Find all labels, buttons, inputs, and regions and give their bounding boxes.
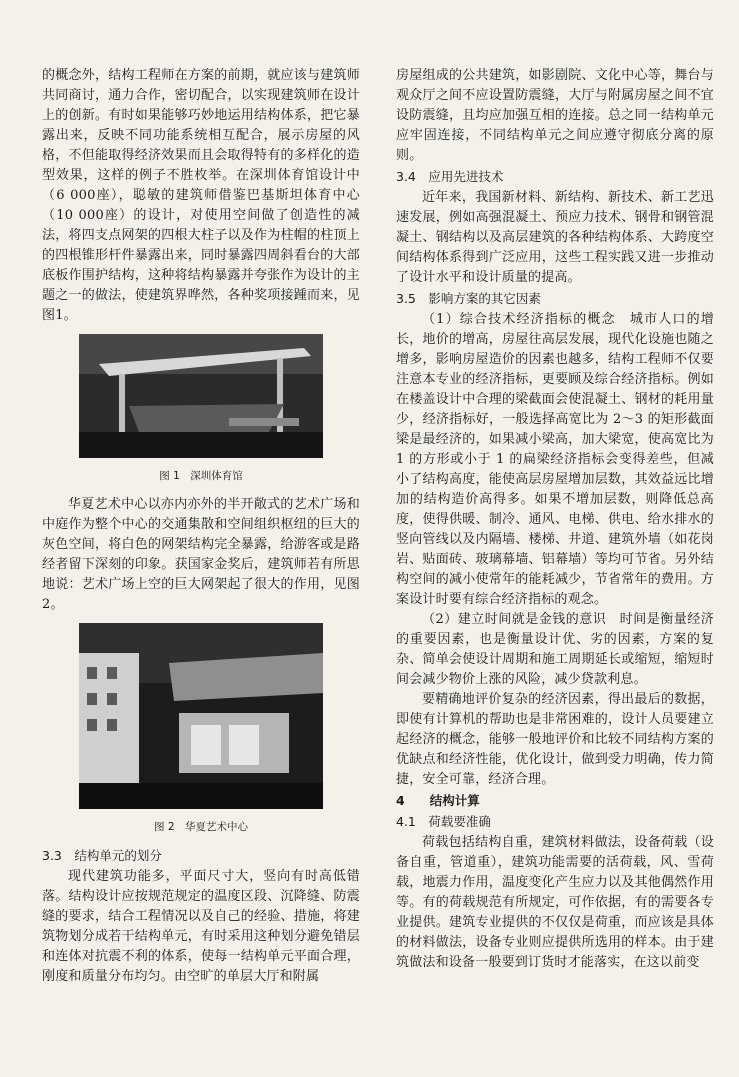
- figure-1: [42, 334, 360, 483]
- art-center-photo-image: [79, 623, 323, 809]
- right-paragraph-1: 房屋组成的公共建筑，如影剧院、文化中心等，舞台与观众厅之间不应设置防震缝，大厅与附属房屋之间不宜设防震缝，且均应加强互相的连接。总之同一结构单元应牢固连接，不同结构单元之间应遵守彻底分离的原则。: [396, 68, 714, 163]
- right-paragraph-5: 要精确地评价复杂的经济因素，得出最后的数据，即使有计算机的帮助也是非常困难的，设计人员要建立起经济的概念，能够一般地评价和比较不同结构方案的优缺点和经济性能，优化设计，做到受力明确，传力简捷，安全可靠，经济合理。: [396, 692, 714, 787]
- figure-1-caption: 图 1 深圳体育馆: [159, 470, 243, 482]
- right-paragraph-4: （2）建立时间就是金钱的意识 时间是衡量经济的重要因素，也是衡量设计优、劣的因素，方案的复杂、简单会使设计周期和施工周期延长或缩短，缩短时间会减少物价上涨的风险，减少贷款利息。: [396, 612, 714, 687]
- section-3-4-heading: 3.4 应用先进技术: [396, 169, 504, 184]
- left-paragraph-2: 华夏艺术中心以亦内亦外的半开敞式的艺术广场和中庭作为整个中心的交通集散和空间组织枢纽的巨大的灰色空间，将白色的网架结构完全暴露，给游客或是路经者留下深刻的印象。获国家金奖后，建筑师若有所思地说：艺术广场上空的巨大网架起了很大的作用，见图2。: [42, 497, 360, 612]
- figure-2-caption: 图 2 华夏艺术中心: [153, 821, 249, 833]
- figure-2-photo: [79, 623, 323, 809]
- figure-2: [42, 623, 360, 834]
- section-4-heading: 4 结构计算: [396, 793, 480, 808]
- left-paragraph-1: 的概念外，结构工程师在方案的前期，就应该与建筑师共同商讨，通力合作，密切配合，以实现建筑师在设计上的创新。有时如果能够巧妙地运用结构体系，把它暴露出来，反映不同功能系统相互配合，展示房屋的风格，不但能取得经济效果而且会取得特有的多样化的造型效果，这样的例子不胜枚举。在深圳体育馆设计中（6 000座），聪敏的建筑师借鉴巴基斯坦体育中心（10 000座）的设计，对使用空间做了创造性的减法，将四支点网架的四根大柱子以及作为柱帽的柱顶上的四根锥形杆件暴露出来，同时暴露四周斜看台的大部底板作围护结构，这种将结构暴露并夸张作为设计的主题之一的做法，使建筑界哗然，各种奖项接踵而来，见图1。: [42, 68, 360, 323]
- right-paragraph-6: 荷载包括结构自重，建筑材料做法，设备荷载（设备自重，管道重），建筑功能需要的活荷载，风、雪荷载，地震力作用，温度变化产生应力以及其他偶然作用等。有的荷载规范有所规定，可作依据，有的需要各专业提供。建筑专业提供的不仅仅是荷重，而应该是具体的材料做法，设备专业则应提供所选用的样本。由于建筑做法和设备一般要到订货时才能落实，在这以前变: [396, 835, 714, 970]
- section-3-3-heading: 3.3 结构单元的划分: [42, 848, 162, 863]
- figure-1-photo: [79, 334, 323, 458]
- left-paragraph-3: 现代建筑功能多，平面尺寸大，竖向有时高低错落。结构设计应按规范规定的温度区段、沉降缝、防震缝的要求，结合工程情况以及自己的经验、措施，将建筑物划分成若干结构单元，有时采用这种划分避免错层和连体对抗震不利的体系，使每一结构单元平面合理，刚度和质量分布均匀。由空旷的单层大厅和附属: [42, 869, 360, 984]
- right-column: [396, 66, 714, 973]
- right-paragraph-2: 近年来，我国新材料、新结构、新技术、新工艺迅速发展，例如高强混凝土、预应力技术、钢骨和钢管混凝土、钢结构以及高层建筑的各种结构体系、大跨度空间结构体系得到广泛应用，这些工程实践又进一步推动了设计水平和设计质量的提高。: [396, 190, 714, 285]
- section-3-5-heading: 3.5 影响方案的其它因素: [396, 291, 541, 306]
- right-paragraph-3: （1）综合技术经济指标的概念 城市人口的增长，地价的增高，房屋往高层发展，现代化设施也随之增多，影响房屋造价的因素也越多，结构工程师不仅要注意本专业的经济指标，更要顾及综合经济指标。例如在楼盖设计中合理的梁截面会使混凝土、钢材的耗用量少，经济指标好，一般选择高宽比为 2～3 的矩形截面梁是最经济的，如果减小梁高，加大梁宽，使高宽比为 1 的方形或小于 1 的扁梁经济指标会变得差些，但减小了结构高度，能使高层房屋增加层数，其效益远比增加的结构造价高得多。如果不增加层数，则降低总高度，使得供暖、制冷、通风、电梯、供电、给水排水的竖向管线以及内隔墙、楼梯、井道、建筑外墙（如花岗岩、贴面砖、玻璃幕墙、铝幕墙）等均可节省。另外结构空间的减小使常年的能耗减少，节省常年的费用。方案设计时要有综合经济指标的观念。: [396, 312, 714, 607]
- section-4-1-heading: 4.1 荷载要准确: [396, 814, 491, 829]
- stadium-photo-image: [79, 334, 323, 458]
- left-column: [42, 66, 360, 987]
